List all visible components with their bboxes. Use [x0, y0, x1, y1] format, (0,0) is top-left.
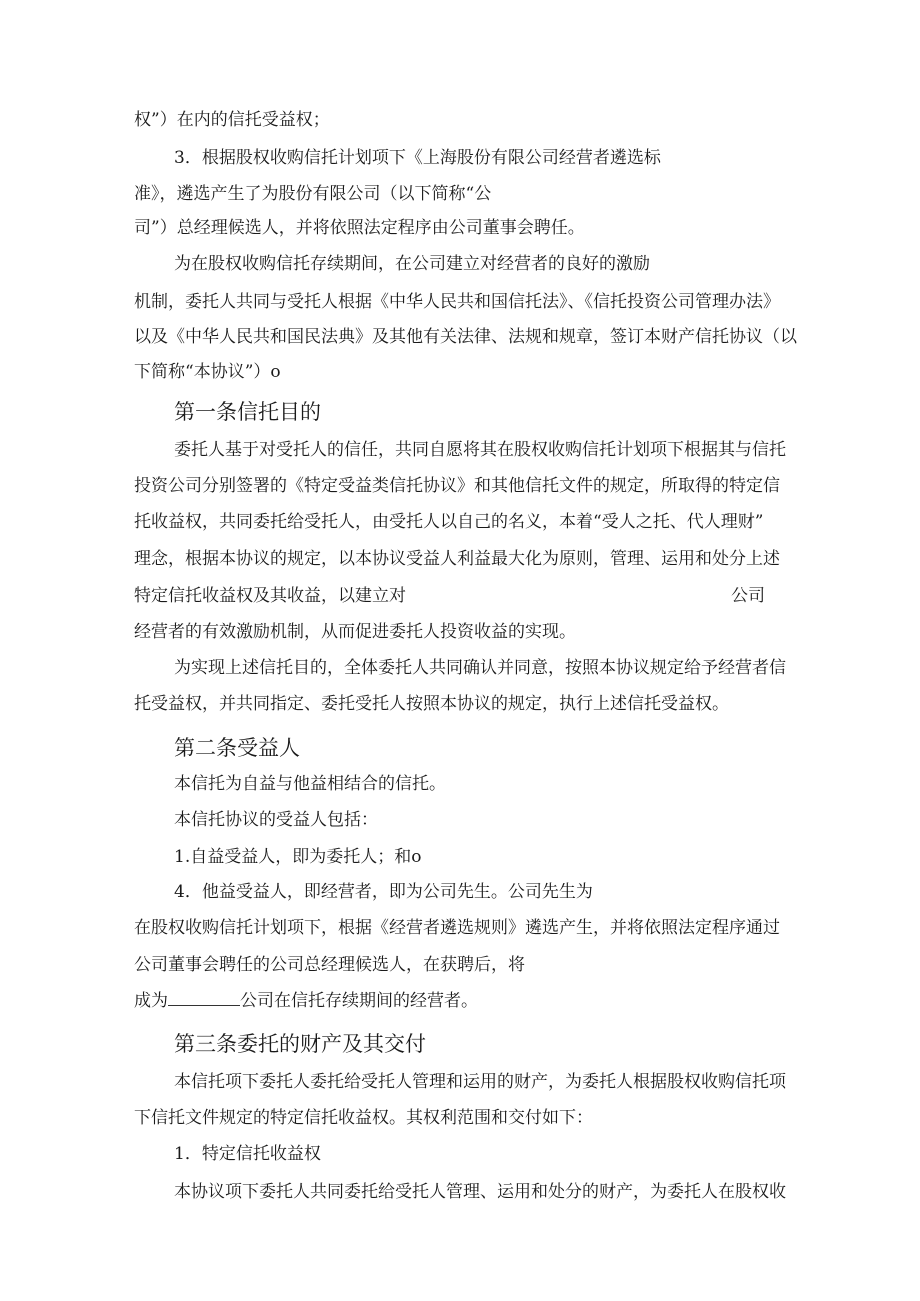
section-heading: 第二条受益人 — [174, 736, 300, 760]
text-segment: 公司在信托存续期间的经营者。 — [240, 991, 478, 1011]
text-line: 本协议项下委托人共同委托给受托人管理、运用和处分的财产，为委托人在股权收 — [174, 1182, 786, 1202]
text-line: 准》，遴选产生了为股份有限公司（以下简称“公 — [134, 184, 492, 204]
text-line: 以及《中华人民共和国民法典》及其他有关法律、法规和规章，签订本财产信托协议（以 — [134, 327, 797, 347]
text-line: 为实现上述信托目的，全体委托人共同确认并同意，按照本协议规定给予经营者信 — [174, 658, 786, 678]
text-line-with-blank — [134, 989, 478, 1013]
text-line: 托收益权，共同委托给受托人，由受托人以自己的名义，本着“受人之托、代人理财” — [134, 512, 764, 532]
text-line: 4．他益受益人，即经营者，即为公司先生。公司先生为 — [174, 882, 593, 902]
text-line: 委托人基于对受托人的信任，共同自愿将其在股权收购信托计划项下根据其与信托 — [174, 440, 786, 460]
text-line: 司”）总经理候选人，并将依照法定程序由公司董事会聘任。 — [134, 218, 585, 238]
text-line: 公司 — [731, 586, 765, 606]
fill-blank — [168, 989, 240, 1006]
section-heading: 第一条信托目的 — [174, 400, 321, 424]
text-line: 特定信托收益权及其收益，以建立对 — [134, 586, 406, 606]
text-line: 经营者的有效激励机制，从而促进委托人投资收益的实现。 — [134, 622, 576, 642]
text-line: 为在股权收购信托存续期间，在公司建立对经营者的良好的激励 — [174, 254, 650, 274]
text-line: 公司董事会聘任的公司总经理候选人，在获聘后，将 — [134, 955, 525, 975]
text-line: 本信托为自益与他益相结合的信托。 — [174, 774, 446, 794]
text-line: 下简称“本协议”）o — [134, 362, 281, 382]
text-line: 在股权收购信托计划项下，根据《经营者遴选规则》遴选产生，并将依照法定程序通过 — [134, 918, 780, 938]
text-line: 投资公司分别签署的《特定受益类信托协议》和其他信托文件的规定，所取得的特定信 — [134, 476, 780, 496]
text-line: 3．根据股权收购信托计划项下《上海股份有限公司经营者遴选标 — [174, 148, 661, 168]
text-line: 1．特定信托收益权 — [174, 1144, 321, 1164]
text-line: 本信托协议的受益人包括： — [174, 810, 378, 830]
text-line: 权”）在内的信托受益权； — [134, 110, 330, 130]
text-line: 下信托文件规定的特定信托收益权。其权利范围和交付如下： — [134, 1108, 593, 1128]
text-line: 理念，根据本协议的规定，以本协议受益人利益最大化为原则，管理、运用和处分上述 — [134, 549, 780, 569]
section-heading: 第三条委托的财产及其交付 — [174, 1032, 426, 1056]
text-line: 机制，委托人共同与受托人根据《中华人民共和国信托法》、《信托投资公司管理办法》 — [134, 292, 780, 312]
text-line: 托受益权，并共同指定、委托受托人按照本协议的规定，执行上述信托受益权。 — [134, 694, 729, 714]
text-line: 1.自益受益人，即为委托人；和o — [174, 847, 422, 867]
text-segment: 成为 — [134, 991, 168, 1011]
text-line: 本信托项下委托人委托给受托人管理和运用的财产，为委托人根据股权收购信托项 — [174, 1072, 786, 1092]
